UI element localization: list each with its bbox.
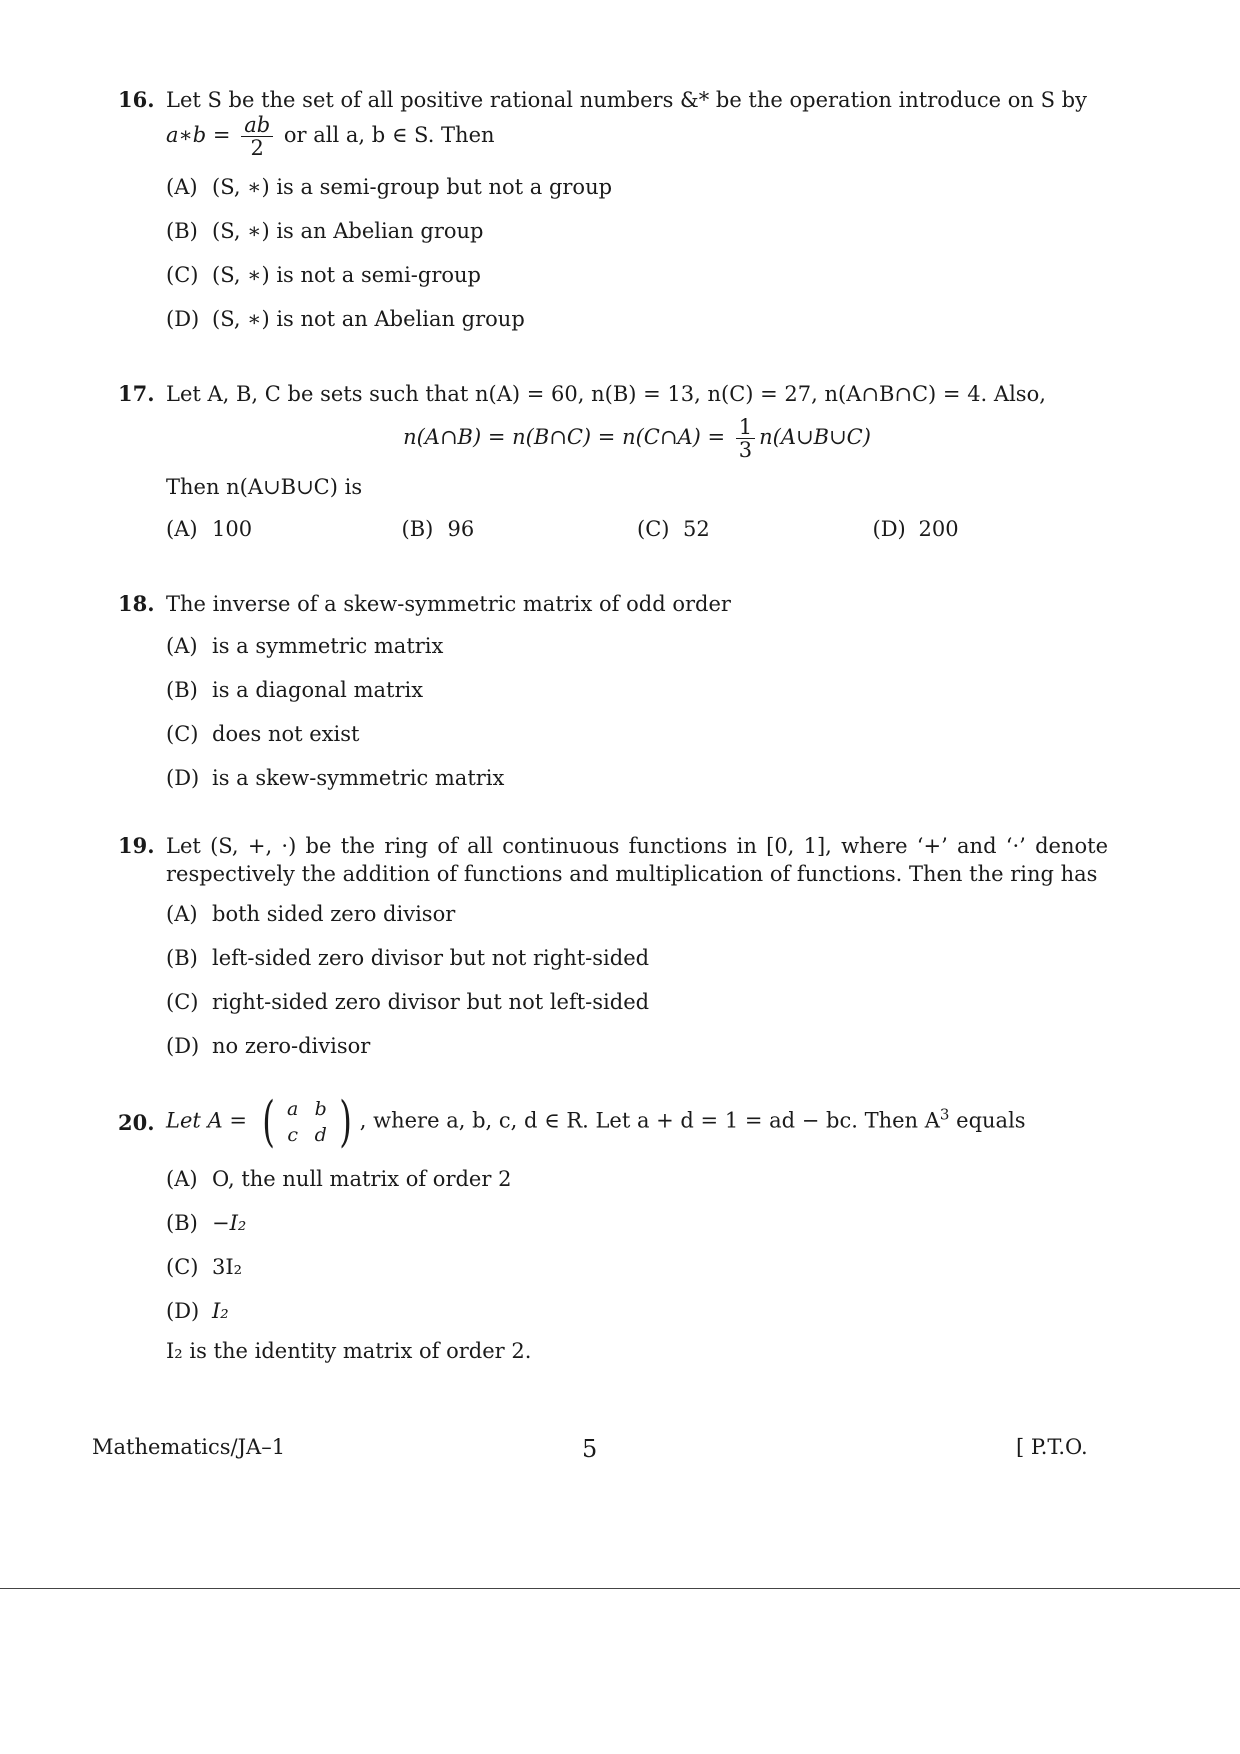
question-number: 17. <box>118 381 155 406</box>
option-label: (C) <box>166 990 199 1014</box>
options-list <box>166 900 1108 1076</box>
stem-line-2: or all a, b ∈ S. Then <box>283 123 495 147</box>
option-a[interactable] <box>166 515 402 559</box>
option-label: (B) <box>166 946 198 970</box>
option-label: (C) <box>637 517 670 541</box>
matrix-entry: b <box>314 1098 327 1120</box>
option-label: (C) <box>166 263 199 287</box>
option-a[interactable] <box>166 900 1108 944</box>
fraction-ab-over-2 <box>241 114 273 159</box>
option-b[interactable] <box>166 217 1108 261</box>
option-text: 100 <box>212 517 253 541</box>
option-text: is a skew-symmetric matrix <box>212 766 505 790</box>
stem-operation-lhs: a∗b = <box>166 123 231 147</box>
option-c[interactable] <box>166 988 1108 1032</box>
right-paren: ) <box>338 1090 352 1153</box>
option-label: (D) <box>166 1034 200 1058</box>
option-b[interactable] <box>402 515 638 559</box>
option-text: −I₂ <box>212 1211 247 1235</box>
option-text: is a diagonal matrix <box>212 678 424 702</box>
question-stem: The inverse of a skew-symmetric matrix of odd order <box>166 592 731 616</box>
option-label: (D) <box>166 1299 200 1323</box>
matrix-entry: a <box>287 1098 299 1120</box>
options-row <box>166 515 1108 559</box>
question-number: 19. <box>118 833 155 858</box>
option-text: both sided zero divisor <box>212 902 456 926</box>
option-a[interactable] <box>166 632 1108 676</box>
option-label: (A) <box>166 1167 198 1191</box>
fraction-numerator: 1 <box>736 416 755 439</box>
options-list <box>166 173 1108 349</box>
fraction-numerator: ab <box>241 114 273 137</box>
option-c[interactable] <box>166 1253 1108 1297</box>
option-text: is a symmetric matrix <box>212 634 444 658</box>
options-list <box>166 632 1108 808</box>
fraction-denominator: 2 <box>250 136 264 160</box>
option-c[interactable] <box>166 261 1108 305</box>
option-text: no zero-divisor <box>212 1034 371 1058</box>
option-text: 200 <box>918 517 959 541</box>
left-paren: ( <box>261 1090 275 1153</box>
option-label: (A) <box>166 517 198 541</box>
option-label: (A) <box>166 175 198 199</box>
matrix-grid <box>279 1096 335 1148</box>
question-number: 20. <box>118 1110 155 1135</box>
option-label: (B) <box>166 1211 198 1235</box>
stem-superscript: 3 <box>939 1105 950 1124</box>
option-text: 52 <box>683 517 710 541</box>
question-17 <box>118 380 1108 559</box>
fraction-one-third <box>736 416 755 461</box>
stem-rest: , where a, b, c, d ∈ R. Let a + d = 1 = ad − bc. Then A <box>359 1108 940 1133</box>
option-d[interactable] <box>166 1032 1108 1076</box>
question-then: Then n(A∪B∪C) is <box>166 475 363 499</box>
option-text: I₂ <box>212 1299 229 1323</box>
option-text: (S, ∗) is not an Abelian group <box>212 307 525 331</box>
question-stem: Let (S, +, ·) be the ring of all continuous functions in [0, 1], where ‘+’ and ‘·’ denote respectively the addition of functions and multiplication of functions. Then the ring has <box>166 834 1108 886</box>
option-label: (D) <box>166 766 200 790</box>
option-c[interactable] <box>166 720 1108 764</box>
option-c[interactable] <box>637 515 873 559</box>
stem-end: equals <box>956 1108 1026 1133</box>
option-d[interactable] <box>873 515 1109 559</box>
option-a[interactable] <box>166 1165 1108 1209</box>
option-text: 3I₂ <box>212 1255 243 1279</box>
option-text: O, the null matrix of order 2 <box>212 1167 512 1191</box>
fraction-denominator: 3 <box>738 438 753 462</box>
option-text: 96 <box>447 517 475 541</box>
option-label: (A) <box>166 902 198 926</box>
option-text: (S, ∗) is an Abelian group <box>212 219 484 243</box>
footer-subject-code: Mathematics/JA–1 <box>92 1435 286 1459</box>
option-text: does not exist <box>212 722 360 746</box>
bottom-divider <box>0 1588 1240 1589</box>
question-number: 16. <box>118 87 155 112</box>
footer-pto: [ P.T.O. <box>1016 1435 1088 1459</box>
option-b[interactable] <box>166 676 1108 720</box>
option-d[interactable] <box>166 305 1108 349</box>
matrix-entry: c <box>287 1124 299 1146</box>
option-label: (D) <box>166 307 200 331</box>
matrix-entry: d <box>314 1124 327 1146</box>
option-label: (B) <box>166 219 198 243</box>
question-stem <box>166 1090 1108 1153</box>
equation-rhs: n(A∪B∪C) <box>759 425 871 449</box>
question-20 <box>118 1090 1108 1365</box>
question-stem <box>166 86 1108 159</box>
option-a[interactable] <box>166 173 1108 217</box>
option-label: (B) <box>166 678 198 702</box>
stem-line-1: Let S be the set of all positive rational numbers &* be the operation introduce on S by <box>166 88 1087 112</box>
option-label: (C) <box>166 1255 199 1279</box>
question-19 <box>118 832 1108 1076</box>
option-label: (A) <box>166 634 198 658</box>
option-text: left-sided zero divisor but not right-sided <box>212 946 650 970</box>
option-label: (D) <box>872 517 906 541</box>
stem-lhs: Let A = <box>166 1108 247 1133</box>
option-b[interactable] <box>166 944 1108 988</box>
equation-lhs: n(A∩B) = n(B∩C) = n(C∩A) = <box>403 425 726 449</box>
question-16 <box>118 86 1108 349</box>
identity-note: I₂ is the identity matrix of order 2. <box>166 1339 532 1363</box>
option-text: (S, ∗) is a semi-group but not a group <box>212 175 613 199</box>
matrix-a <box>258 1090 356 1153</box>
option-label: (B) <box>401 517 434 541</box>
equation-line <box>166 416 1108 461</box>
footer-page-number: 5 <box>582 1435 598 1463</box>
question-number: 18. <box>118 591 155 616</box>
option-text: right-sided zero divisor but not left-sided <box>212 990 650 1014</box>
question-18 <box>118 590 1108 808</box>
option-text: (S, ∗) is not a semi-group <box>212 263 481 287</box>
option-b[interactable] <box>166 1209 1108 1253</box>
option-d[interactable] <box>166 764 1108 808</box>
options-list <box>166 1165 1108 1341</box>
option-d[interactable] <box>166 1297 1108 1341</box>
option-label: (C) <box>166 722 199 746</box>
question-stem: Let A, B, C be sets such that n(A) = 60, n(B) = 13, n(C) = 27, n(A∩B∩C) = 4. Also, <box>166 382 1046 406</box>
